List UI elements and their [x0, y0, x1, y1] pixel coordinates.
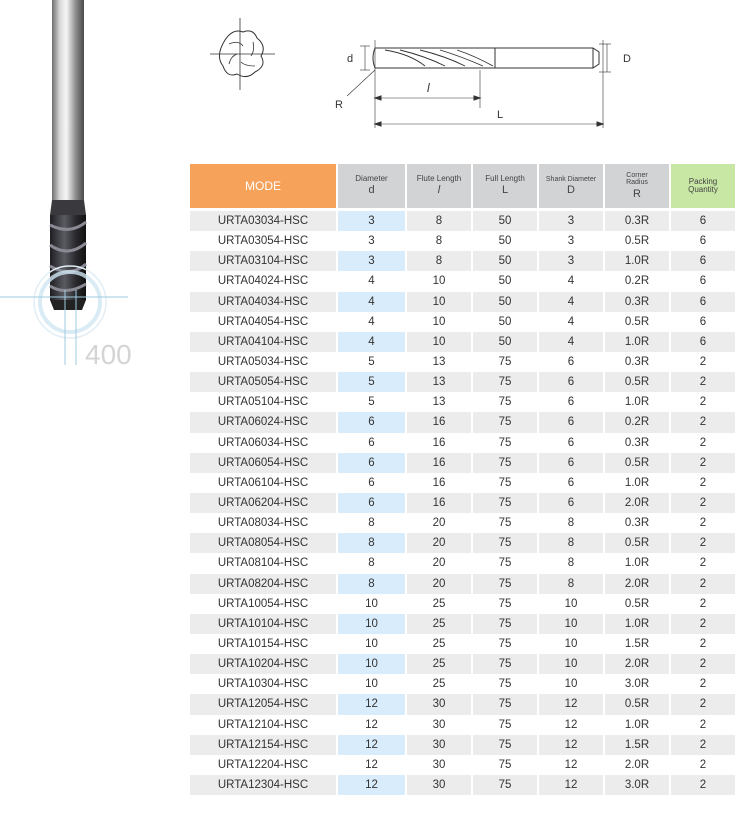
cell-full-length: 50	[473, 231, 537, 251]
cell-packing-quantity: 2	[671, 715, 735, 735]
cell-mode: URTA12104-HSC	[190, 715, 336, 735]
cell-shank-diameter: 6	[539, 352, 603, 372]
cell-shank-diameter: 10	[539, 594, 603, 614]
cell-flute-length: 8	[407, 231, 471, 251]
size-badge: 400	[85, 339, 132, 370]
cell-corner-radius: 1.5R	[605, 634, 669, 654]
cell-full-length: 50	[473, 312, 537, 332]
cell-shank-diameter: 3	[539, 211, 603, 231]
cell-diameter: 12	[338, 775, 405, 795]
cell-shank-diameter: 4	[539, 332, 603, 352]
cell-corner-radius: 2.0R	[605, 654, 669, 674]
cell-diameter: 6	[338, 433, 405, 453]
technical-drawing	[195, 0, 655, 140]
cell-shank-diameter: 4	[539, 312, 603, 332]
cell-shank-diameter: 6	[539, 493, 603, 513]
cell-full-length: 75	[473, 634, 537, 654]
cell-diameter: 8	[338, 553, 405, 573]
table-row	[190, 654, 735, 674]
cell-full-length: 75	[473, 775, 537, 795]
cell-diameter: 12	[338, 715, 405, 735]
cell-diameter: 12	[338, 694, 405, 714]
cell-shank-diameter: 10	[539, 654, 603, 674]
label-radius-R: R	[335, 99, 343, 111]
cell-corner-radius: 0.3R	[605, 211, 669, 231]
cell-flute-length: 20	[407, 574, 471, 594]
cell-full-length: 75	[473, 594, 537, 614]
table-row	[190, 533, 735, 553]
table-row	[190, 453, 735, 473]
cell-packing-quantity: 2	[671, 694, 735, 714]
cell-corner-radius: 0.5R	[605, 533, 669, 553]
cell-corner-radius: 1.0R	[605, 473, 669, 493]
cell-shank-diameter: 6	[539, 453, 603, 473]
cell-diameter: 12	[338, 735, 405, 755]
cell-packing-quantity: 2	[671, 412, 735, 432]
cell-diameter: 3	[338, 251, 405, 271]
cell-shank-diameter: 12	[539, 715, 603, 735]
cell-mode: URTA10054-HSC	[190, 594, 336, 614]
table-row	[190, 513, 735, 533]
cell-corner-radius: 3.0R	[605, 674, 669, 694]
table-row	[190, 372, 735, 392]
cell-diameter: 4	[338, 292, 405, 312]
cell-flute-length: 30	[407, 755, 471, 775]
end-mill-image	[50, 0, 86, 310]
cell-mode: URTA12054-HSC	[190, 694, 336, 714]
cell-diameter: 3	[338, 231, 405, 251]
cell-diameter: 8	[338, 513, 405, 533]
cell-full-length: 75	[473, 574, 537, 594]
cell-corner-radius: 1.0R	[605, 251, 669, 271]
cell-full-length: 75	[473, 473, 537, 493]
cell-mode: URTA12304-HSC	[190, 775, 336, 795]
cell-shank-diameter: 6	[539, 412, 603, 432]
cell-shank-diameter: 4	[539, 292, 603, 312]
table-row	[190, 614, 735, 634]
cell-corner-radius: 1.5R	[605, 735, 669, 755]
table-row	[190, 231, 735, 251]
cell-corner-radius: 0.5R	[605, 594, 669, 614]
cell-full-length: 75	[473, 493, 537, 513]
cell-packing-quantity: 2	[671, 493, 735, 513]
cell-corner-radius: 3.0R	[605, 775, 669, 795]
cell-packing-quantity: 2	[671, 574, 735, 594]
cell-full-length: 75	[473, 553, 537, 573]
cell-corner-radius: 1.0R	[605, 715, 669, 735]
cell-flute-length: 16	[407, 473, 471, 493]
cell-flute-length: 13	[407, 352, 471, 372]
table-row	[190, 755, 735, 775]
cell-flute-length: 8	[407, 251, 471, 271]
header-flute-length: Flute Length l	[407, 164, 471, 211]
cell-packing-quantity: 2	[671, 553, 735, 573]
table-row	[190, 352, 735, 372]
cell-mode: URTA03054-HSC	[190, 231, 336, 251]
cell-full-length: 75	[473, 715, 537, 735]
cell-diameter: 6	[338, 493, 405, 513]
cell-packing-quantity: 2	[671, 372, 735, 392]
cell-packing-quantity: 6	[671, 292, 735, 312]
cell-diameter: 10	[338, 614, 405, 634]
cell-mode: URTA12154-HSC	[190, 735, 336, 755]
cell-flute-length: 16	[407, 453, 471, 473]
cell-corner-radius: 0.2R	[605, 412, 669, 432]
table-row	[190, 271, 735, 291]
cell-packing-quantity: 2	[671, 634, 735, 654]
cell-flute-length: 30	[407, 715, 471, 735]
cell-full-length: 75	[473, 694, 537, 714]
cell-diameter: 12	[338, 755, 405, 775]
table-row	[190, 473, 735, 493]
cell-mode: URTA03104-HSC	[190, 251, 336, 271]
cell-diameter: 6	[338, 473, 405, 493]
cell-packing-quantity: 6	[671, 211, 735, 231]
cell-full-length: 50	[473, 332, 537, 352]
cell-full-length: 75	[473, 453, 537, 473]
cell-full-length: 75	[473, 392, 537, 412]
cell-packing-quantity: 2	[671, 614, 735, 634]
cell-shank-diameter: 10	[539, 614, 603, 634]
cell-mode: URTA04024-HSC	[190, 271, 336, 291]
cell-diameter: 4	[338, 332, 405, 352]
cell-shank-diameter: 8	[539, 574, 603, 594]
cell-shank-diameter: 8	[539, 533, 603, 553]
cell-flute-length: 8	[407, 211, 471, 231]
cell-diameter: 4	[338, 312, 405, 332]
cell-packing-quantity: 6	[671, 251, 735, 271]
cell-mode: URTA05054-HSC	[190, 372, 336, 392]
cell-flute-length: 13	[407, 392, 471, 412]
cell-corner-radius: 0.5R	[605, 231, 669, 251]
cell-full-length: 50	[473, 292, 537, 312]
cell-mode: URTA08104-HSC	[190, 553, 336, 573]
cell-shank-diameter: 6	[539, 392, 603, 412]
table-row	[190, 634, 735, 654]
cell-flute-length: 16	[407, 493, 471, 513]
cell-mode: URTA10204-HSC	[190, 654, 336, 674]
cell-flute-length: 25	[407, 654, 471, 674]
cell-corner-radius: 2.0R	[605, 755, 669, 775]
cell-shank-diameter: 6	[539, 372, 603, 392]
cell-packing-quantity: 2	[671, 594, 735, 614]
cell-mode: URTA05104-HSC	[190, 392, 336, 412]
cell-flute-length: 10	[407, 271, 471, 291]
table-row	[190, 312, 735, 332]
cell-mode: URTA08054-HSC	[190, 533, 336, 553]
cell-full-length: 50	[473, 271, 537, 291]
cell-full-length: 75	[473, 372, 537, 392]
cell-corner-radius: 0.5R	[605, 694, 669, 714]
cell-corner-radius: 1.0R	[605, 392, 669, 412]
cell-shank-diameter: 12	[539, 775, 603, 795]
cell-corner-radius: 0.3R	[605, 433, 669, 453]
cell-corner-radius: 0.5R	[605, 372, 669, 392]
cell-full-length: 75	[473, 674, 537, 694]
cell-shank-diameter: 10	[539, 634, 603, 654]
cell-packing-quantity: 2	[671, 775, 735, 795]
cell-diameter: 3	[338, 211, 405, 231]
table-body	[190, 211, 735, 795]
cell-flute-length: 13	[407, 372, 471, 392]
cell-corner-radius: 1.0R	[605, 553, 669, 573]
cell-shank-diameter: 10	[539, 674, 603, 694]
cell-corner-radius: 0.3R	[605, 292, 669, 312]
header-shank-diameter: Shank Diameter D	[539, 164, 603, 211]
cell-shank-diameter: 12	[539, 694, 603, 714]
cell-mode: URTA03034-HSC	[190, 211, 336, 231]
cell-packing-quantity: 6	[671, 312, 735, 332]
cell-mode: URTA06204-HSC	[190, 493, 336, 513]
cell-full-length: 75	[473, 755, 537, 775]
table-row	[190, 392, 735, 412]
header-corner-radius: Corner Radius R	[605, 164, 669, 211]
cell-diameter: 5	[338, 352, 405, 372]
cell-shank-diameter: 12	[539, 735, 603, 755]
cell-diameter: 5	[338, 392, 405, 412]
cell-mode: URTA08204-HSC	[190, 574, 336, 594]
cell-packing-quantity: 2	[671, 735, 735, 755]
cell-flute-length: 30	[407, 694, 471, 714]
cell-full-length: 50	[473, 211, 537, 231]
label-full-L: L	[497, 109, 504, 121]
cell-diameter: 6	[338, 453, 405, 473]
header-full-length: Full Length L	[473, 164, 537, 211]
cell-corner-radius: 0.5R	[605, 453, 669, 473]
table-row	[190, 211, 735, 231]
cell-full-length: 75	[473, 412, 537, 432]
cell-shank-diameter: 3	[539, 231, 603, 251]
cell-mode: URTA05034-HSC	[190, 352, 336, 372]
cell-full-length: 75	[473, 614, 537, 634]
cell-flute-length: 10	[407, 312, 471, 332]
cell-flute-length: 30	[407, 735, 471, 755]
cell-corner-radius: 2.0R	[605, 493, 669, 513]
side-view-drawing	[347, 40, 611, 128]
cell-full-length: 75	[473, 654, 537, 674]
cell-flute-length: 16	[407, 433, 471, 453]
product-photo	[0, 0, 170, 370]
cell-flute-length: 25	[407, 594, 471, 614]
table-row	[190, 412, 735, 432]
table-row	[190, 735, 735, 755]
cell-mode: URTA10104-HSC	[190, 614, 336, 634]
header-diameter: Diameter d	[338, 164, 405, 211]
cell-mode: URTA04034-HSC	[190, 292, 336, 312]
cell-full-length: 75	[473, 433, 537, 453]
cell-diameter: 10	[338, 594, 405, 614]
table-row	[190, 493, 735, 513]
cell-corner-radius: 1.0R	[605, 332, 669, 352]
cell-flute-length: 25	[407, 634, 471, 654]
cell-mode: URTA06024-HSC	[190, 412, 336, 432]
cell-mode: URTA08034-HSC	[190, 513, 336, 533]
cell-full-length: 75	[473, 352, 537, 372]
cell-diameter: 10	[338, 654, 405, 674]
table-row	[190, 594, 735, 614]
cell-diameter: 5	[338, 372, 405, 392]
table-row	[190, 292, 735, 312]
cell-full-length: 50	[473, 251, 537, 271]
cell-packing-quantity: 6	[671, 332, 735, 352]
cell-packing-quantity: 2	[671, 533, 735, 553]
cell-full-length: 75	[473, 513, 537, 533]
header-mode: MODE	[190, 164, 336, 211]
cell-packing-quantity: 2	[671, 433, 735, 453]
cell-mode: URTA10304-HSC	[190, 674, 336, 694]
cell-corner-radius: 0.3R	[605, 352, 669, 372]
label-small-d: d	[347, 53, 354, 65]
table-row	[190, 694, 735, 714]
cell-packing-quantity: 2	[671, 453, 735, 473]
cell-packing-quantity: 2	[671, 674, 735, 694]
cell-diameter: 8	[338, 533, 405, 553]
cell-full-length: 75	[473, 533, 537, 553]
cell-packing-quantity: 2	[671, 755, 735, 775]
table-row	[190, 251, 735, 271]
cross-section-icon	[210, 18, 275, 90]
cell-shank-diameter: 8	[539, 553, 603, 573]
cell-mode: URTA04054-HSC	[190, 312, 336, 332]
cell-flute-length: 20	[407, 533, 471, 553]
cell-flute-length: 25	[407, 674, 471, 694]
table-row	[190, 553, 735, 573]
cell-shank-diameter: 3	[539, 251, 603, 271]
cell-shank-diameter: 6	[539, 473, 603, 493]
cell-flute-length: 20	[407, 553, 471, 573]
table-row	[190, 775, 735, 795]
cell-packing-quantity: 2	[671, 392, 735, 412]
cell-flute-length: 10	[407, 292, 471, 312]
cell-corner-radius: 0.5R	[605, 312, 669, 332]
cell-flute-length: 16	[407, 412, 471, 432]
cell-mode: URTA10154-HSC	[190, 634, 336, 654]
cell-diameter: 10	[338, 674, 405, 694]
cell-packing-quantity: 6	[671, 231, 735, 251]
cell-mode: URTA04104-HSC	[190, 332, 336, 352]
cell-packing-quantity: 2	[671, 654, 735, 674]
table-row	[190, 674, 735, 694]
cell-packing-quantity: 2	[671, 473, 735, 493]
cell-shank-diameter: 8	[539, 513, 603, 533]
table-row	[190, 433, 735, 453]
table-header-row	[190, 164, 735, 211]
cell-flute-length: 30	[407, 775, 471, 795]
cell-flute-length: 25	[407, 614, 471, 634]
cell-packing-quantity: 2	[671, 352, 735, 372]
cell-mode: URTA12204-HSC	[190, 755, 336, 775]
cell-corner-radius: 1.0R	[605, 614, 669, 634]
cell-mode: URTA06054-HSC	[190, 453, 336, 473]
table-row	[190, 332, 735, 352]
label-shank-D: D	[623, 53, 631, 65]
cell-mode: URTA06034-HSC	[190, 433, 336, 453]
cell-shank-diameter: 4	[539, 271, 603, 291]
spec-table	[188, 164, 737, 795]
cell-flute-length: 10	[407, 332, 471, 352]
cell-shank-diameter: 6	[539, 433, 603, 453]
cell-mode: URTA06104-HSC	[190, 473, 336, 493]
table-row	[190, 715, 735, 735]
cell-diameter: 6	[338, 412, 405, 432]
cell-diameter: 8	[338, 574, 405, 594]
cell-packing-quantity: 6	[671, 271, 735, 291]
cell-corner-radius: 0.2R	[605, 271, 669, 291]
cell-diameter: 4	[338, 271, 405, 291]
cell-shank-diameter: 12	[539, 755, 603, 775]
cell-corner-radius: 0.3R	[605, 513, 669, 533]
cell-flute-length: 20	[407, 513, 471, 533]
header-packing-quantity: Packing Quantity	[671, 164, 735, 211]
cell-corner-radius: 2.0R	[605, 574, 669, 594]
cell-diameter: 10	[338, 634, 405, 654]
table-row	[190, 574, 735, 594]
cell-full-length: 75	[473, 735, 537, 755]
label-flute-l: l	[427, 81, 430, 95]
cell-packing-quantity: 2	[671, 513, 735, 533]
